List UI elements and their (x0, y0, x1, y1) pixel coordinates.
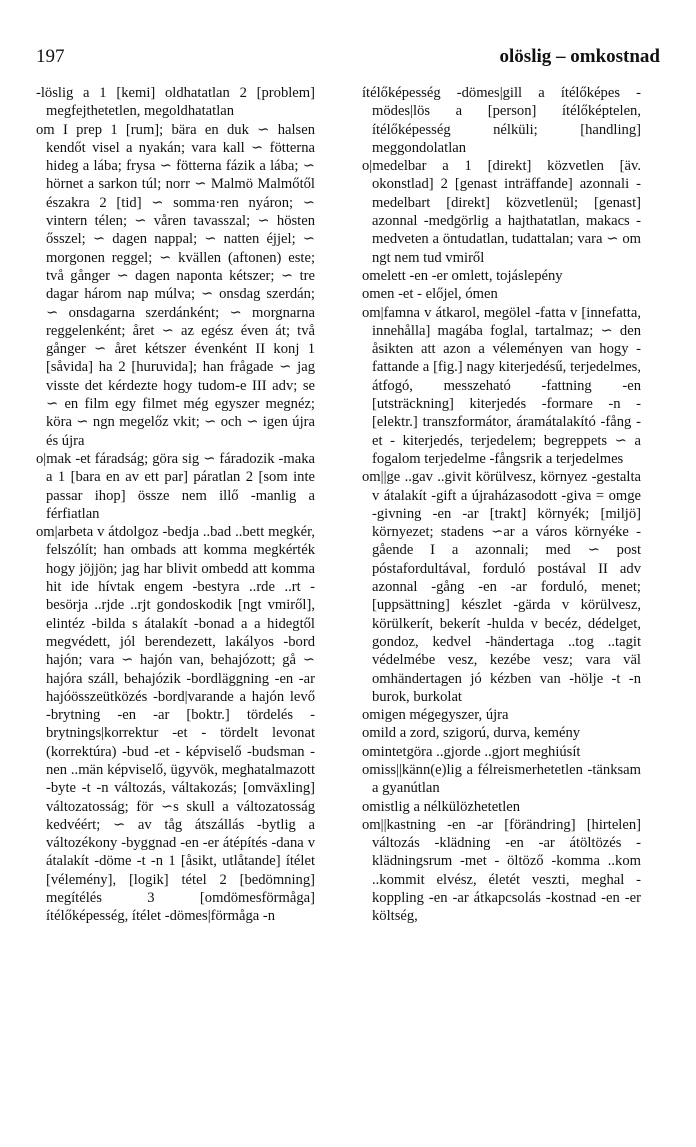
dictionary-entry: o|medelbar a 1 [direkt] közvetlen [äv. okonstlad] 2 [genast inträffande] azonnali -medelbart [direkt] közvetlenül; [genast] azonnal -medgörlig a hajthatatlan, makacs -medveten a öntudatlan, tudattalan; vara ∽ om ngt nem tud vmiről (362, 158, 641, 266)
left-column (36, 84, 315, 926)
dictionary-entry: o|mak -et fáradság; göra sig ∽ fáradozik -maka a 1 [bara en av ett par] páratlan 2 [som inte passar ihop] össze nem illő -manlig a férfiatlan (36, 450, 315, 522)
dictionary-entry: omen -et - előjel, ómen (362, 286, 498, 303)
dictionary-entry: omistlig a nélkülözhetetlen (362, 798, 521, 815)
dictionary-entry: omiss||känn(e)lig a félreismerhetetlen -tänksam a gyanútlan (362, 761, 641, 797)
page-number: 197 (36, 46, 65, 67)
dictionary-entry: om|famna v átkarol, megölel -fatta v [innefatta, innehålla] magába foglal, tartalmaz; ∽ den åsikten att azon a véleményen van hogy -fattande a [fig.] nagy kiterjedésű, terjedelmes, átfogó, messzeható -fattning -en [utsträckning] kiterjedés -formare -n - [elektr.] transzformátor, áramátalakító -fång -et - kiterjedés, terjedelem; begreppets ∽ a fogalom terjedelme -fångsrik a terjedelmes (362, 304, 641, 467)
dictionary-entry: om I prep 1 [rum]; bära en duk ∽ halsen kendőt visel a nyakán; vara kall ∽ fötterna hideg a lába; frysa ∽ fötterna fázik a lába; ∽ hörnet a sarkon túl; norr ∽ Malmö Malmőtől északra 2 [tid] ∽ somma·ren nyáron; ∽ vintern télen; ∽ våren tavasszal; ∽ hösten ősszel; ∽ dagen nappal; ∽ natten éjjel; ∽ morgonen reggel; ∽ kvällen (aftonen) este; två gånger ∽ dagen naponta kétszer; ∽ tre dagar három nap múlva; ∽ onsdag szerdán; ∽ onsdagarna szerdánként; ∽ morgnarna reggelenként; året ∽ az egész éven át; två gånger ∽ året kétszer évenként II konj 1 [såvida] ha 2 [huruvida]; han frågade ∽ jag visste det kérdezte hogy tudom-e III adv; se ∽ en film egy filmet még egyszer megnéz; köra ∽ ngn megelőz vkit; ∽ och ∽ igen újra és újra (36, 121, 315, 449)
dictionary-entry: omild a zord, szigorú, durva, kemény (362, 725, 581, 742)
dictionary-entry: ítélőképesség -dömes|gill a ítélőképes -mödes|lös a [person] ítélőképtelen, ítélőképesség nélküli; [handling] meggondolatlan (362, 85, 641, 156)
dictionary-entry: om|arbeta v átdolgoz -bedja ..bad ..bett megkér, felszólít; han ombads att komma megkérték hogy jöjjön; jag har blivit ombedd att komma hit ide hívtak engem -bestyra ..rde ..rt -besörja ..rjde ..rjt gondoskodik [ngt vmiről], elintéz -bilda s átalakít -bonad a a hidegtől megvédett, jól berendezett, lakályos -bord hajón; vara ∽ hajón van, behajózott; gå ∽ hajóra száll, behajózik -bordläggning -en -ar hajóösszeütközés -bord|varande a hajón levő -brytning -en -ar [boktr.] tördelés -brytnings|korrektur -et - tördelt levonat (korrektúra) -bud -et - képviselő -budsman -nen ..män képviselő, ügyvök, meghatalmazott -byte -t -n változás, váltakozás; [omväxling] változatosság; för ∽s skull a változatosság kedvéért; ∽ av tåg átszállás -bytlig a változékony -byggnad -en -er átépítés -dana v átalakít -döme -t -n 1 [åsikt, utlåtande] ítélet [vélemény], [logik] tétel 2 [bedömning] megítélés 3 [omdömesförmåga] ítélőképesség, ítélet -dömes|förmåga -n (36, 524, 315, 925)
running-head: olöslig – omkostnad (499, 46, 660, 67)
dictionary-entry: -löslig a 1 [kemi] oldhatatlan 2 [problem] megfejthetetlen, megoldhatatlan (36, 85, 315, 120)
dictionary-entry: om||kastning -en -ar [förändring] [hirtelen] változás -klädning -en -ar átöltözés -klädningsrum -met - öltöző -komma ..kom ..kommit elvész, életét veszti, meghal -koppling -en -ar átkapcsolás -kostnad -en -er költség, (362, 816, 641, 925)
right-column (362, 84, 641, 926)
dictionary-page (36, 46, 660, 925)
page-header (36, 46, 660, 80)
dictionary-entry: omigen mégegyszer, újra (362, 707, 509, 724)
dictionary-entry: omintetgöra ..gjorde ..gjort meghiúsít (362, 743, 581, 760)
dictionary-entry: omelett -en -er omlett, tojáslepény (362, 267, 563, 284)
dictionary-entry: om||ge ..gav ..givit körülvesz, környez -gestalta v átalakít -gift a újraházasodott -giva = omge -givning -en -ar [trakt] környék; [miljö] környezet; stadens ∽ar a város környéke -gående I a azonnali; med ∽ post póstafordultával, forduló postával II adv azonnal -gång -en -ar forduló, menet; [uppsättning] készlet -gärda v körülvesz, körülkerít, bekerít -hulda v becéz, dédelget, gondoz, kedvel -händertaga ..tog ..tagit védelmébe vesz, kezébe vesz; vara väl omhändertagen jó kézben van -hölje -t -n burok, burkolat (362, 469, 641, 705)
